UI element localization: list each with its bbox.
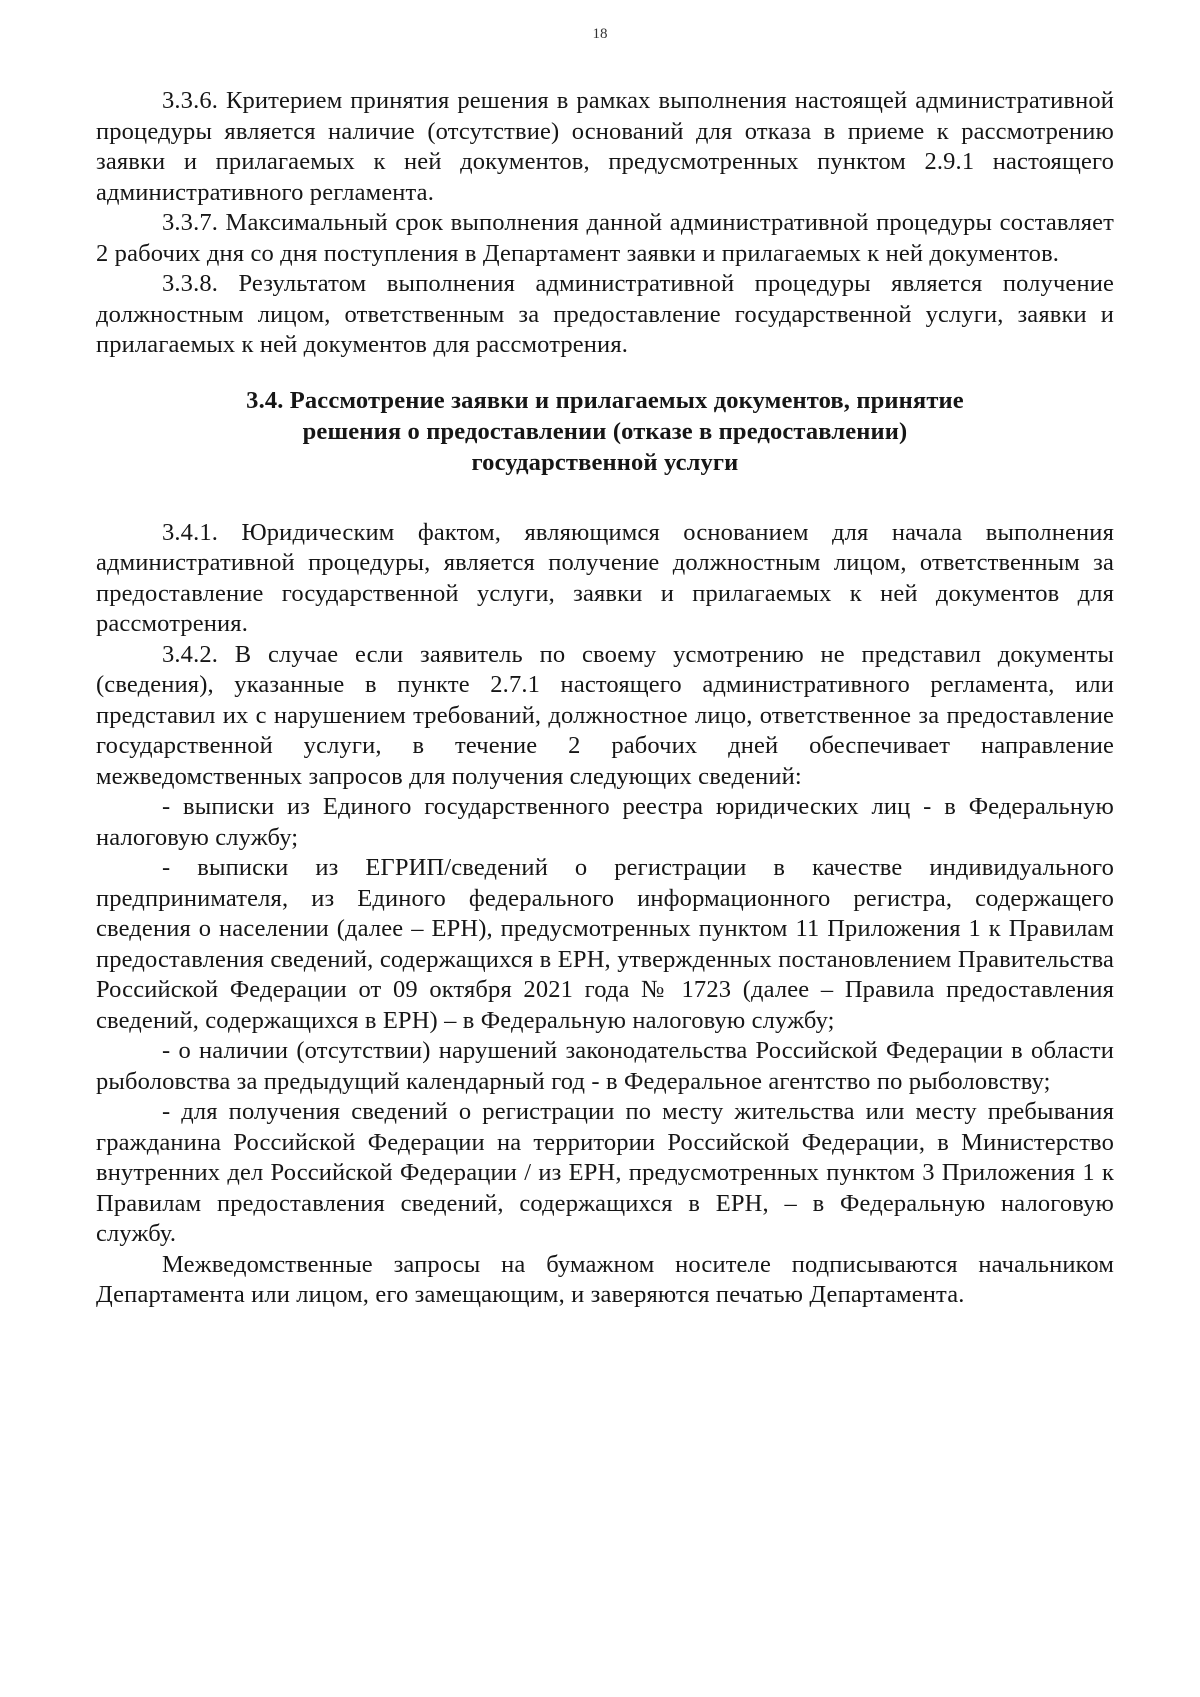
section-heading-line: 3.4. Рассмотрение заявки и прилагаемых документов, принятие <box>246 386 964 414</box>
section-heading-line: решения о предоставлении (отказе в предоставлении) <box>302 417 908 445</box>
paragraph-3-3-7: 3.3.7. Максимальный срок выполнения данной административной процедуры составляет 2 рабочих дня со дня поступления в Департамент заявки и прилагаемых к ней документов. <box>96 209 1114 267</box>
paragraph-3-4-1: 3.4.1. Юридическим фактом, являющимся основанием для начала выполнения административной процедуры, является получение должностным лицом, ответственным за предоставление государственной услуги, заявки и прилагаемых к ней документов для рассмотрения. <box>96 518 1114 637</box>
list-item-egrip: - выписки из ЕГРИП/сведений о регистрации в качестве индивидуального предпринимателя, из Единого федерального информационного регистра, содержащего сведения о населении (далее – ЕРН), предусмотренных пунктом 11 Приложения 1 к Правилам предоставления сведений, содержащихся в ЕРН, утвержденных постановлением Правительства Российской Федерации от 09 октября 2021 года № 1723 (далее – Правила предоставления сведений, содержащихся в ЕРН) – в Федеральную налоговую службу; <box>96 854 1114 1034</box>
paragraph-interagency-requests: Межведомственные запросы на бумажном носителе подписываются начальником Департамента или лицом, его замещающим, и заверяются печатью Департамента. <box>96 1250 1114 1308</box>
list-item-fisheries: - о наличии (отсутствии) нарушений законодательства Российской Федерации в области рыболовства за предыдущий календарный год - в Федеральное агентство по рыболовству; <box>96 1037 1114 1095</box>
list-item-registration: - для получения сведений о регистрации по месту жительства или месту пребывания гражданина Российской Федерации на территории Российской Федерации, в Министерство внутренних дел Российской Федерации / из ЕРН, предусмотренных пунктом 3 Приложения 1 к Правилам предоставления сведений, содержащихся в ЕРН, – в Федеральную налоговую службу. <box>96 1098 1114 1247</box>
paragraph-3-4-2: 3.4.2. В случае если заявитель по своему усмотрению не представил документы (сведения), указанные в пункте 2.7.1 настоящего административного регламента, или представил их с нарушением требований, должностное лицо, ответственное за предоставление государственной услуги, в течение 2 рабочих дней обеспечивает направление межведомственных запросов для получения следующих сведений: <box>96 640 1114 790</box>
section-heading-3-4 <box>96 385 1114 478</box>
paragraph-3-3-8: 3.3.8. Результатом выполнения административной процедуры является получение должностным лицом, ответственным за предоставление государственной услуги, заявки и прилагаемых к ней документов для рассмотрения. <box>96 270 1114 358</box>
page-number: 18 <box>592 26 608 42</box>
document-body <box>96 86 1114 1311</box>
paragraph-3-3-6: 3.3.6. Критерием принятия решения в рамках выполнения настоящей административной процедуры является наличие (отсутствие) оснований для отказа в приеме к рассмотрению заявки и прилагаемых к ней документов, предусмотренных пунктом 2.9.1 настоящего административного регламента. <box>96 87 1114 206</box>
list-item-egrul: - выписки из Единого государственного реестра юридических лиц - в Федеральную налоговую службу; <box>96 793 1114 851</box>
section-heading-line: государственной услуги <box>471 448 739 476</box>
